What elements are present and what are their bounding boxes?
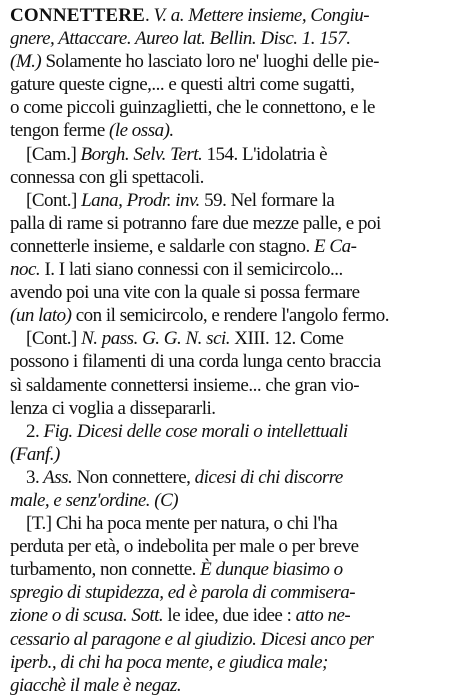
entry-line-5: o come piccoli guinzaglietti, che le connettono, e le xyxy=(10,97,375,119)
entry-line-18: lenza ci voglia a dissepararli. xyxy=(10,397,216,419)
entry-line-2: gnere, Attaccare. Aureo lat. Bellin. Disc. 1. 157. xyxy=(10,28,351,50)
entry-line-16: possono i filamenti di una corda lunga cento braccia xyxy=(10,351,381,373)
entry-line-13: avendo poi una vite con la quale si possa fermare xyxy=(10,282,360,304)
entry-line-14: (un lato) con il semicircolo, e rendere l'angolo fermo. xyxy=(10,305,390,327)
entry-line-28: cessario al paragone e al giudizio. Dicesi anco per xyxy=(10,628,374,650)
entry-line-17: sì saldamente connettersi insieme... che gran vio- xyxy=(10,374,360,396)
entry-line-12: noc. I. I lati siano connessi con il semicircolo... xyxy=(10,259,343,281)
entry-line-9: [Cont.] Lana, Prodr. inv. 59. Nel formare la xyxy=(26,189,335,211)
entry-line-22: male, e senz'ordine. (C) xyxy=(10,489,179,511)
entry-line-30: giacchè il male è negaz. xyxy=(10,674,182,696)
entry-line-15: [Cont.] N. pass. G. G. N. sci. XIII. 12. Come xyxy=(26,328,344,350)
entry-line-4: gature queste cigne,... e questi altri come sugatti, xyxy=(10,74,355,96)
entry-line-25: turbamento, non connette. È dunque biasimo o xyxy=(10,559,343,581)
entry-line-19: 2. Fig. Dicesi delle cose morali o intellettuali xyxy=(26,420,348,442)
entry-line-10: palla di rame si potranno fare due mezze palle, e poi xyxy=(10,212,381,234)
entry-line-26: spregio di stupidezza, ed è parola di commisera- xyxy=(10,582,356,604)
entry-line-20: (Fanf.) xyxy=(10,443,60,465)
headword: CONNETTERE xyxy=(10,5,146,26)
entry-line-29: iperb., di chi ha poca mente, e giudica male; xyxy=(10,651,328,673)
entry-line-27: zione o di scusa. Sott. le idee, due idee : atto ne- xyxy=(10,605,351,627)
entry-line-7: [Cam.] Borgh. Selv. Tert. 154. L'idolatria è xyxy=(26,143,328,165)
entry-line-6: tengon ferme (le ossa). xyxy=(10,120,174,142)
entry-line-8: connessa con gli spettacoli. xyxy=(10,166,204,188)
entry-line-3: (M.) Solamente ho lasciato loro ne' luoghi delle pie- xyxy=(10,51,379,73)
entry-line-24: perduta per età, o indebolita per male o per breve xyxy=(10,536,359,558)
entry-line-1: CONNETTERE. V. a. Mettere insieme, Congiu- xyxy=(10,5,370,26)
entry-line-21: 3. Ass. Non connettere, dicesi di chi discorre xyxy=(26,466,343,488)
entry-line-23: [T.] Chi ha poca mente per natura, o chi l'ha xyxy=(26,513,338,535)
entry-line-11: connetterle insieme, e saldarle con stagno. E Ca- xyxy=(10,235,357,257)
